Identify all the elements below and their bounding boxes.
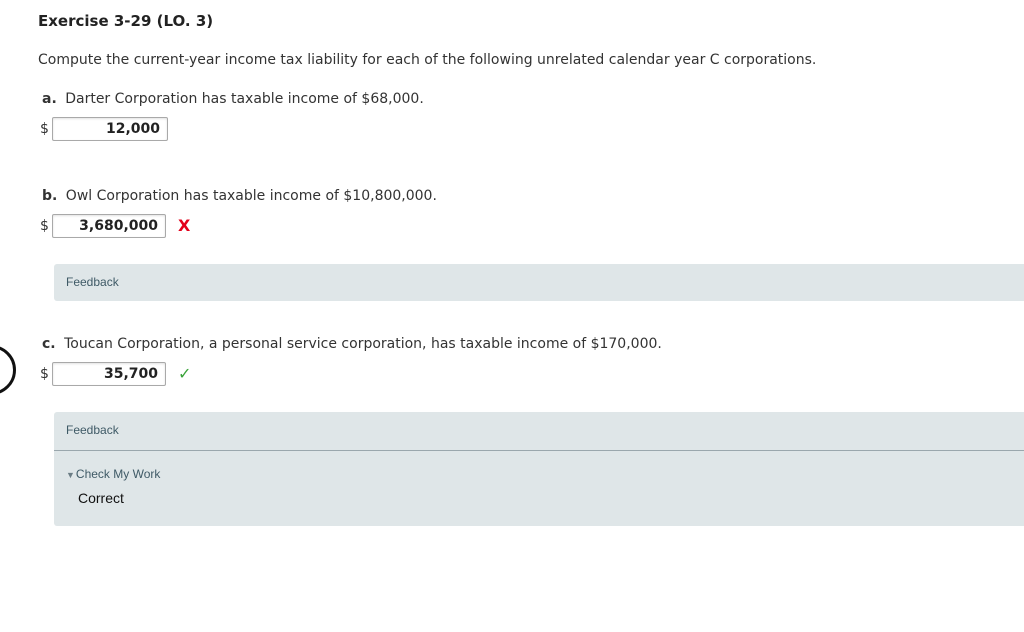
- answer-input-c[interactable]: 35,700: [52, 362, 166, 386]
- currency-symbol: $: [40, 121, 49, 137]
- question-a-letter: a.: [42, 91, 57, 107]
- question-b: [42, 188, 437, 204]
- question-a: [42, 91, 424, 107]
- answer-input-a[interactable]: 12,000: [52, 117, 168, 141]
- feedback-panel-b[interactable]: [54, 264, 1024, 301]
- feedback-divider: [54, 450, 1024, 451]
- incorrect-x-icon: X: [178, 216, 191, 235]
- nav-circle-button[interactable]: [0, 345, 16, 395]
- correct-check-icon: ✓: [178, 364, 192, 383]
- feedback-panel-c[interactable]: [54, 412, 1024, 526]
- exercise-title: Exercise 3-29 (LO. 3): [38, 12, 214, 30]
- question-c: [42, 336, 662, 352]
- check-result-text: Correct: [78, 490, 124, 506]
- feedback-label-b[interactable]: Feedback: [66, 275, 119, 289]
- check-my-work-label[interactable]: Check My Work: [75, 467, 161, 481]
- exercise-instructions: Compute the current-year income tax liability for each of the following unrelated calendar year C corporations.: [38, 52, 817, 68]
- question-c-letter: c.: [42, 336, 56, 352]
- question-c-text: Toucan Corporation, a personal service corporation, has taxable income of $170,000.: [64, 336, 662, 352]
- feedback-label-c[interactable]: Feedback: [66, 423, 119, 437]
- answer-input-b[interactable]: 3,680,000: [52, 214, 166, 238]
- question-b-letter: b.: [42, 188, 58, 204]
- triangle-down-icon: ▼: [66, 470, 75, 480]
- question-b-text: Owl Corporation has taxable income of $10,800,000.: [65, 188, 437, 204]
- question-a-text: Darter Corporation has taxable income of $68,000.: [65, 91, 424, 107]
- check-my-work-toggle[interactable]: [66, 467, 160, 481]
- currency-symbol: $: [40, 366, 49, 382]
- currency-symbol: $: [40, 218, 49, 234]
